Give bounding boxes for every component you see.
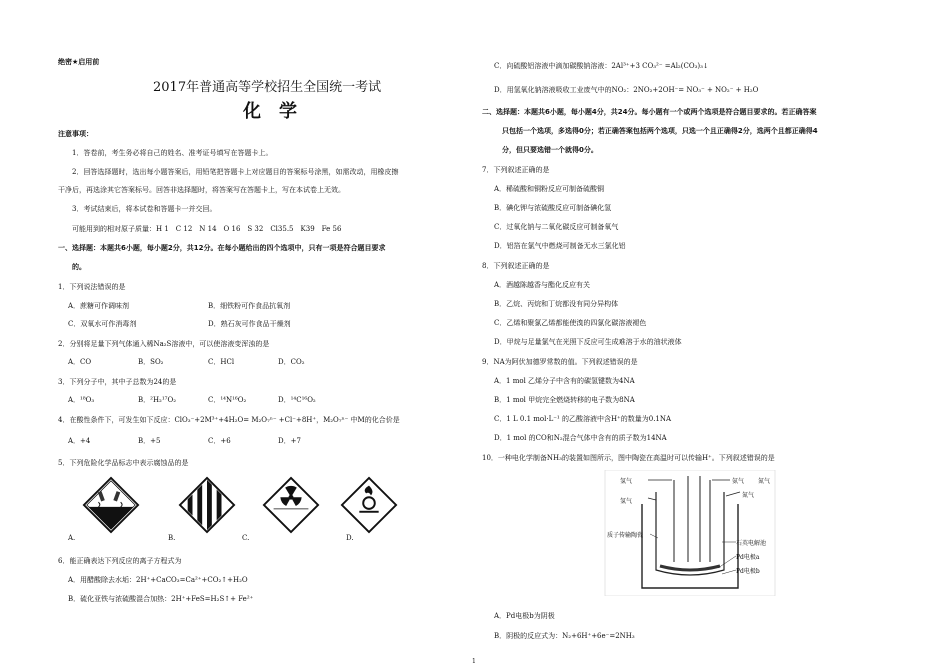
q4-option-c: C．+6 xyxy=(208,437,231,445)
q1-stem: 1．下列说法错误的是 xyxy=(58,283,126,291)
q5-option-c: C. xyxy=(242,534,250,542)
q2-option-b: B．SO₂ xyxy=(138,358,164,366)
corrosive-hazard-icon xyxy=(82,476,140,534)
q9-option-d: D．1 mol 的CO和N₂混合气体中含有的质子数为14NA xyxy=(494,434,667,442)
q5-option-a: A. xyxy=(68,534,76,542)
q9-option-a: A．1 mol 乙烯分子中含有的碳氢键数为4NA xyxy=(494,377,635,385)
q8-stem: 8．下列叙述正确的是 xyxy=(482,262,550,270)
q2-stem: 2．分别将足量下列气体通入稀Na₂S溶液中，可以使溶液变浑浊的是 xyxy=(58,340,270,348)
label-proton-ceramic: 质子传输陶瓷 xyxy=(607,532,644,539)
section1-line2: 的。 xyxy=(72,263,86,271)
q1-option-b: B．细铁粉可作食品抗氧剂 xyxy=(208,302,291,310)
label-quartz-cell: 石英电解池 xyxy=(736,540,767,547)
q6-option-b: B．硫化亚铁与浓硫酸混合加热：2H⁺+FeS=H₂S↑+ Fe²⁺ xyxy=(68,595,254,603)
q3-option-c: C．¹⁴N¹⁶O₂ xyxy=(208,396,247,404)
q6-option-c: C．向硫酸铝溶液中滴加碳酸钠溶液：2Al³⁺+3 CO₃²⁻ =Al₂(CO₃)₃↓ xyxy=(494,62,709,70)
q5-option-d: D. xyxy=(346,534,354,542)
q7-option-b: B．碘化钾与浓硫酸反应可制备碘化氢 xyxy=(494,204,612,212)
secret-label: 绝密★启用前 xyxy=(58,58,100,66)
q5-stem: 5．下列危险化学品标志中表示腐蚀品的是 xyxy=(58,459,189,467)
note-item: 1．答卷前，考生务必将自己的姓名、准考证号填写在答题卡上。 xyxy=(72,149,273,157)
q10-stem: 10．一种电化学制备NH₃的装置如图所示，图中陶瓷在高温时可以传输H⁺。下列叙述错误的是 xyxy=(482,454,775,462)
q8-option-d: D．甲烷与足量氯气在光照下反应可生成难溶于水的油状液体 xyxy=(494,338,682,346)
q2-option-c: C．HCl xyxy=(208,358,235,366)
q6-stem: 6．能正确表达下列反应的离子方程式为 xyxy=(58,557,182,565)
q3-option-b: B．²H₂¹⁷O₂ xyxy=(138,396,177,404)
q6-option-d: D．用氢氧化钠溶液吸收工业废气中的NO₂：2NO₂+2OH⁻= NO₃⁻ + NO₂⁻ + H₂O xyxy=(494,86,759,94)
note-item: 干净后，再选涂其它答案标号。回答非选择题时，将答案写在答题卡上，写在本试卷上无效。 xyxy=(58,186,345,194)
q2-option-d: D．CO₂ xyxy=(278,358,305,366)
q1-option-d: D．熟石灰可作食品干燥剂 xyxy=(208,320,291,328)
subject-title: 化学 xyxy=(243,101,315,122)
q8-option-c: C．乙烯和聚氯乙烯都能使溴的四氯化碳溶液褪色 xyxy=(494,319,647,327)
q5-option-b: B. xyxy=(168,534,176,542)
exam-title: 2017年普通高等学校招生全国统一考试 xyxy=(153,80,382,95)
label-hydrogen-in: 氢气 xyxy=(620,478,633,485)
q8-option-b: B．乙烷、丙烷和丁烷都没有同分异构体 xyxy=(494,300,619,308)
q4-option-a: A．+4 xyxy=(68,437,91,445)
radioactive-hazard-icon xyxy=(262,476,320,534)
q9-stem: 9．NA为阿伏加德罗常数的值。下列叙述错误的是 xyxy=(482,358,638,366)
label-nitrogen-in: 氮气 xyxy=(742,492,755,499)
page-number: 1 xyxy=(472,658,476,665)
electrolysis-cell-figure xyxy=(590,470,790,596)
notes-heading: 注意事项： xyxy=(58,130,93,138)
section2-line1: 二、选择题：本题共6小题，每小题4分，共24分。每小题有一个或两个选项是符合题目要求的。若正确答案 xyxy=(482,108,817,116)
note-item: 3．考试结束后，将本试卷和答题卡一并交回。 xyxy=(72,205,217,213)
oxidizer-hazard-icon xyxy=(340,476,398,534)
q3-stem: 3．下列分子中，其中子总数为24的是 xyxy=(58,378,177,386)
q10-option-a: A．Pd电极b为阴极 xyxy=(494,612,555,620)
q4-stem: 4．在酸性条件下，可发生如下反应：ClO₃⁻+2M³⁺+4H₂O= M₂O₇ⁿ⁻ +Cl⁻+8H⁺，M₂O₇ⁿ⁻ 中M的化合价是 xyxy=(58,416,400,424)
q3-option-a: A．¹⁸O₃ xyxy=(68,396,95,404)
q4-option-d: D．+7 xyxy=(278,437,301,445)
miscellaneous-hazard-icon xyxy=(178,476,236,534)
label-hydrogen-out: 氢气 xyxy=(620,498,633,505)
section2-line3: 分，但只要选错一个就得0分。 xyxy=(502,146,598,154)
note-item: 2．回答选择题时，选出每小题答案后，用铅笔把答题卡上对应题目的答案标号涂黑，如需改动，用橡皮擦 xyxy=(72,168,399,176)
q7-option-d: D．铝箔在氯气中燃烧可制备无水三氯化铝 xyxy=(494,242,626,250)
atomic-masses: 可能用到的相对原子质量：H 1 C 12 N 14 O 16 S 32 Cl35.5 K39 Fe 56 xyxy=(72,225,342,233)
q9-option-c: C．1 L 0.1 mol·L⁻¹ 的乙酸溶液中含H⁺的数量为0.1NA xyxy=(494,415,672,423)
label-nitrogen-out: 氮气 xyxy=(758,478,771,485)
q1-option-a: A．蔗糖可作调味剂 xyxy=(68,302,130,310)
q1-option-c: C．双氧水可作消毒剂 xyxy=(68,320,137,328)
q3-option-d: D．¹⁴C¹⁶O₂ xyxy=(278,396,316,404)
label-pd-electrode-a: Pd电极a xyxy=(736,554,760,561)
q10-option-b: B．阴极的反应式为：N₂+6H⁺+6e⁻=2NH₃ xyxy=(494,632,635,640)
q4-option-b: B．+5 xyxy=(138,437,161,445)
q8-option-a: A．酒越陈越香与酯化反应有关 xyxy=(494,281,591,289)
q7-option-a: A．稀硫酸和铜粉反应可制备硫酸铜 xyxy=(494,185,605,193)
section1-line1: 一、选择题：本题共6小题，每小题2分，共12分。在每小题给出的四个选项中，只有一项是符合题目要求 xyxy=(58,244,386,252)
label-pd-electrode-b: Pd电极b xyxy=(736,568,760,575)
q7-option-c: C．过氧化钠与二氧化碳反应可制备氧气 xyxy=(494,223,619,231)
q2-option-a: A．CO xyxy=(68,358,92,366)
section2-line2: 只包括一个选项，多选得0分；若正确答案包括两个选项，只选一个且正确得2分，选两个且都正确得4 xyxy=(502,127,818,135)
q7-stem: 7．下列叙述正确的是 xyxy=(482,166,550,174)
q6-option-a: A．用醋酸除去水垢：2H⁺+CaCO₃=Ca²⁺+CO₂↑+H₂O xyxy=(68,576,248,584)
q9-option-b: B．1 mol 甲烷完全燃烧转移的电子数为8NA xyxy=(494,396,635,404)
label-ammonia: 氨气 xyxy=(732,478,745,485)
